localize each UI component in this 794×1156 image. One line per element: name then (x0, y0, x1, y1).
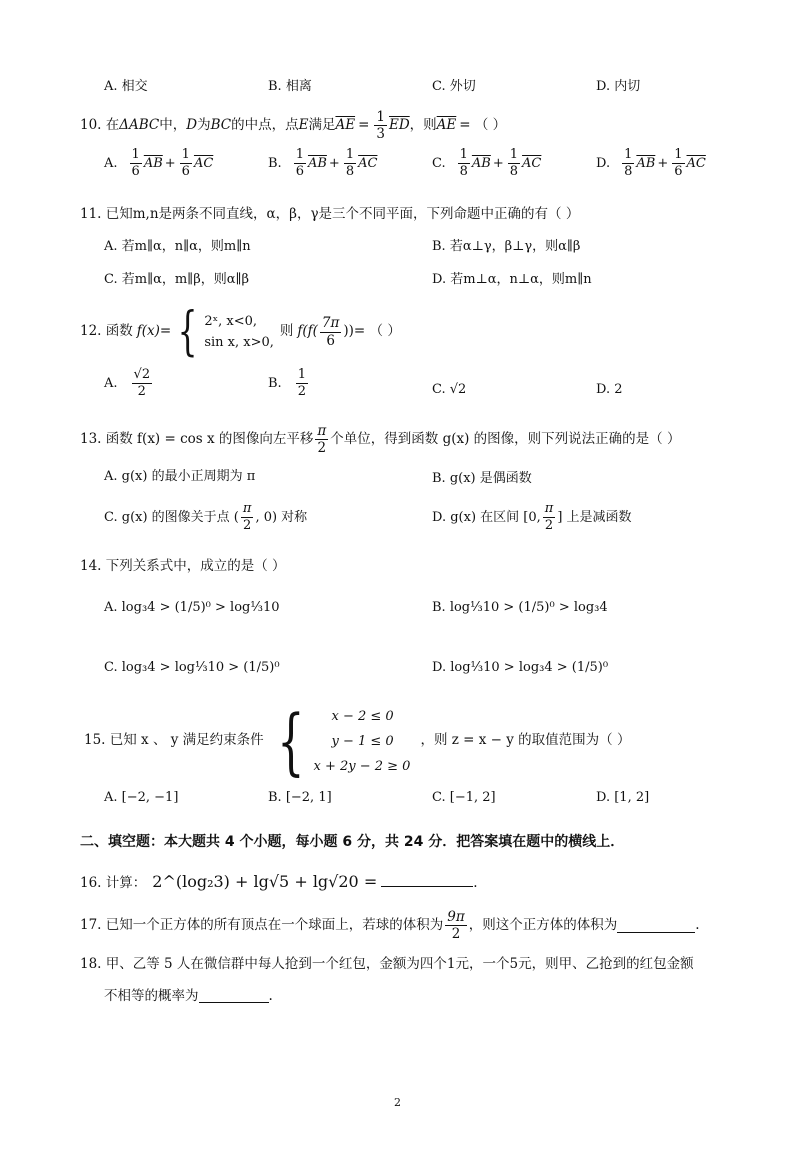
frac-num: π (242, 501, 252, 516)
q16-tail: . (473, 875, 478, 891)
section-heading-fill-in: 二、填空题：本大题共 4 个小题，每小题 6 分，共 24 分．把答案填在题中的横线上． (80, 834, 625, 850)
q15-stem (84, 699, 631, 783)
q13-stem (80, 424, 680, 455)
frac-num: 1 (295, 147, 304, 162)
q10-segment-bc: BC (210, 116, 232, 133)
plus: + (328, 155, 340, 171)
frac-num: π (544, 501, 554, 516)
q12-ff: f(f( (297, 323, 318, 340)
vector-ac: $\overline{AC}$ (522, 155, 542, 171)
q13-d-pre: D. g(x) 在区间 [0, (432, 509, 541, 525)
q16-expression: 2^(log₂3) + lg√5 + lg√20 = (152, 872, 378, 891)
q13-c-post: , 0) 对称 (255, 509, 308, 525)
plus: + (492, 155, 504, 171)
q13-option-d (432, 502, 632, 532)
plus: + (164, 155, 176, 171)
q14-option-c: C. log₃4 > log⅓10 > (1/5)⁰ (104, 660, 280, 675)
q9-option-c: C. 外切 (432, 79, 476, 94)
frac-den: 8 (345, 163, 355, 179)
q9-option-d: D. 内切 (596, 79, 641, 94)
q12-fx: f(x)= (136, 323, 172, 340)
q9-option-b: B. 相离 (268, 79, 312, 94)
q15-tail: ，则 z = x − y 的取值范围为（ ） (420, 732, 631, 749)
q12-option-a (104, 368, 154, 398)
q14-option-a: A. log₃4 > (1/5)⁰ > log⅓10 (104, 600, 280, 615)
q18-line-2-text: 不相等的概率为 (104, 987, 199, 1004)
frac-den: 6 (181, 163, 190, 179)
q15-prefix: 15. 已知 x 、 y 满足约束条件 (84, 732, 264, 749)
frac-num: 1 (297, 367, 306, 382)
q13-c-pre: C. g(x) 的图像关于点 ( (104, 509, 239, 525)
q15-constraint-system (268, 699, 411, 783)
q10-point-d: D (186, 116, 198, 133)
frac-num: 1 (131, 147, 140, 162)
frac-num: 7π (321, 315, 340, 332)
q13-prefix: 13. 函数 f(x) = cos x 的图像向左平移 (80, 430, 314, 447)
q16-stem (80, 874, 478, 891)
q17-prefix: 17. 已知一个正方体的所有顶点在一个球面上，若球的体积为 (80, 916, 444, 933)
q15-constraint-2: y − 1 ≤ 0 (331, 733, 394, 749)
vector-ab: $\overline{AB}$ (307, 155, 327, 171)
option-label: A. (104, 155, 118, 171)
vector-ab: $\overline{AB}$ (471, 155, 491, 171)
frac-den: 8 (509, 163, 519, 179)
q15-option-b: B. [−2, 1] (268, 790, 332, 805)
vector-ac: $\overline{AC}$ (358, 155, 378, 171)
frac-den: 8 (624, 163, 633, 179)
q15-constraint-3: x + 2y − 2 ≥ 0 (313, 758, 411, 774)
q18-end: . (268, 987, 273, 1004)
q13-option-a: A. g(x) 的最小正周期为 π (104, 469, 256, 484)
q10-option-b (268, 148, 377, 178)
q10-text: 的中点，点 (231, 116, 299, 133)
q14-option-b: B. log⅓10 > (1/5)⁰ > log₃4 (432, 600, 608, 615)
q12-case-2: sin x, x>0, (204, 335, 274, 350)
vector-ac: $\overline{AC}$ (686, 155, 706, 171)
frac-num: 1 (674, 147, 683, 162)
plus: + (657, 155, 669, 171)
q10-vector-ed: $\overline{ED}$ (388, 116, 410, 133)
frac-num: 1 (345, 147, 355, 162)
frac-num: √2 (133, 367, 151, 382)
frac-den: 6 (326, 332, 335, 349)
frac-num: 1 (459, 147, 468, 162)
frac-den: 3 (376, 126, 385, 143)
q10-equals: = (358, 116, 370, 133)
q11-stem: 11. 已知m,n是两条不同直线，α，β，γ是三个不同平面，下列命题中正确的有（ ） (80, 206, 580, 222)
frac-den: 2 (137, 383, 146, 399)
q10-text: 为 (197, 116, 211, 133)
frac-den: 6 (674, 163, 683, 179)
q12-option-d: D. 2 (596, 382, 623, 397)
vector-ab: $\overline{AB}$ (143, 155, 163, 171)
q15-option-c: C. [−1, 2] (432, 790, 496, 805)
frac-den: 2 (544, 517, 554, 533)
q10-option-d (596, 148, 706, 178)
q14-option-d: D. log⅓10 > log₃4 > (1/5)⁰ (432, 660, 609, 675)
q12-piecewise (171, 302, 274, 362)
q10-text: 中， (159, 116, 187, 133)
q10-text: ，则 (409, 116, 437, 133)
page-number: 2 (394, 1096, 401, 1109)
q17-tail: ，则这个正方体的体积为 (468, 916, 618, 933)
left-brace-icon: { (177, 302, 198, 362)
left-brace-icon: { (276, 699, 305, 783)
q17-stem (80, 910, 700, 941)
q10-point-e: E (298, 116, 309, 133)
q10-prefix: 10. 在 (80, 116, 120, 133)
frac-den: 2 (243, 517, 252, 533)
q15-option-a: A. [−2, −1] (104, 790, 179, 805)
q12-then: 则 (279, 323, 294, 340)
frac-den: 2 (297, 383, 306, 399)
q10-option-a (104, 148, 213, 178)
option-label: C. (432, 155, 446, 171)
q12-prefix: 12. 函数 (80, 323, 133, 340)
vector-ab: $\overline{AB}$ (636, 155, 656, 171)
q12-tail: ))= （ ） (343, 323, 401, 340)
frac-den: 6 (295, 163, 304, 179)
q10-fraction (374, 110, 387, 141)
vector-ac: $\overline{AC}$ (193, 155, 214, 171)
q12-case-1: 2ˣ, x<0, (204, 314, 258, 329)
q10-stem (80, 110, 506, 141)
option-label: B. (268, 155, 282, 171)
q10-vector-ae: $\overline{AE}$ (335, 116, 356, 133)
q11-option-c: C. 若m∥α，m∥β，则α∥β (104, 272, 250, 287)
q12-option-b (268, 368, 310, 398)
q9-option-a: A. 相交 (104, 79, 148, 94)
q11-option-d: D. 若m⊥α，n⊥α，则m∥n (432, 272, 592, 287)
q17-answer-blank[interactable] (617, 918, 695, 933)
q10-tail: = （ ） (459, 116, 507, 133)
option-label: D. (596, 155, 611, 171)
q13-tail: 个单位，得到函数 g(x) 的图像，则下列说法正确的是（ ） (330, 430, 681, 447)
q16-prefix: 16. 计算： (80, 875, 147, 891)
q12-stem (80, 302, 401, 362)
q18-answer-blank[interactable] (199, 988, 269, 1003)
q11-option-a: A. 若m∥α，n∥α，则m∥n (104, 239, 251, 254)
q13-option-c (104, 502, 307, 532)
q10-triangle: ΔABC (119, 116, 160, 133)
q18-line-1: 18. 甲、乙等 5 人在微信群中每人抢到一个红包，金额为四个1元，一个5元，则甲、乙抢到的红包金额 (80, 956, 694, 972)
q17-end: . (695, 916, 700, 933)
frac-num: 1 (509, 147, 519, 162)
q10-option-c (432, 148, 541, 178)
frac-den: 2 (451, 926, 461, 943)
frac-den: 2 (317, 440, 327, 457)
q11-option-b: B. 若α⊥γ，β⊥γ，则α∥β (432, 239, 581, 254)
frac-num: 1 (181, 147, 190, 162)
q10-vector-ae: $\overline{AE}$ (436, 116, 457, 133)
frac-den: 6 (131, 163, 140, 179)
q15-constraint-1: x − 2 ≤ 0 (331, 708, 394, 724)
frac-num: 1 (624, 147, 633, 162)
q13-d-post: ] 上是减函数 (557, 509, 632, 525)
frac-num: π (317, 423, 327, 439)
option-label: A. (104, 375, 118, 391)
frac-num: 1 (376, 109, 385, 125)
q13-option-b: B. g(x) 是偶函数 (432, 471, 532, 486)
q18-line-2 (104, 988, 273, 1003)
option-label: B. (268, 375, 282, 391)
q10-text: 满足 (308, 116, 336, 133)
q12-option-c: C. √2 (432, 382, 467, 397)
q16-answer-blank[interactable] (381, 886, 473, 887)
frac-den: 8 (459, 163, 468, 179)
frac-num: 9π (447, 909, 465, 925)
q15-option-d: D. [1, 2] (596, 790, 650, 805)
q14-stem: 14. 下列关系式中，成立的是（ ） (80, 558, 286, 574)
